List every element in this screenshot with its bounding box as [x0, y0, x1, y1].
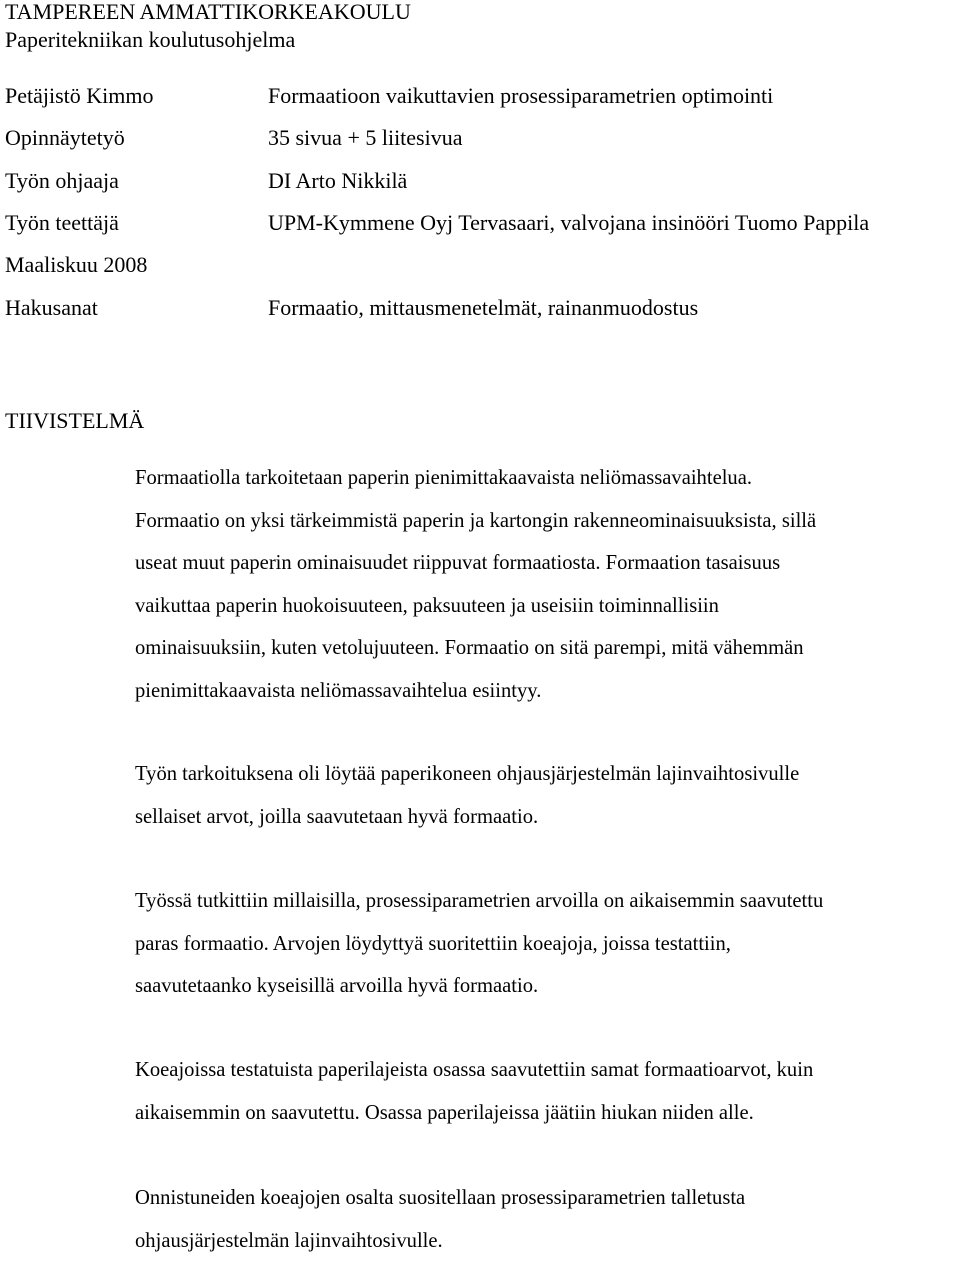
abstract-line: useat muut paperin ominaisuudet riippuvat formaatiosta. Formaation tasaisuus	[135, 542, 960, 585]
meta-label: Hakusanat	[5, 293, 98, 323]
abstract-line: Formaatio on yksi tärkeimmistä paperin ja kartongin rakenneominaisuuksista, sillä	[135, 500, 960, 543]
institution-name: TAMPEREEN AMMATTIKORKEAKOULU	[5, 0, 411, 25]
program-name: Paperitekniikan koulutusohjelma	[5, 27, 295, 53]
meta-row-thesis	[5, 123, 955, 153]
meta-value: Formaatio, mittausmenetelmät, rainanmuodostus	[268, 293, 698, 323]
abstract-paragraph	[135, 1177, 960, 1262]
abstract-line: paras formaatio. Arvojen löydyttyä suoritettiin koeajoja, joissa testattiin,	[135, 923, 960, 966]
meta-row-keywords	[5, 293, 955, 323]
meta-label: Maaliskuu 2008	[5, 250, 147, 280]
meta-value: Formaatioon vaikuttavien prosessiparametrien optimointi	[268, 81, 773, 111]
abstract-line: sellaiset arvot, joilla saavutetaan hyvä formaatio.	[135, 796, 960, 839]
abstract-paragraph	[135, 1049, 960, 1134]
abstract-line: ominaisuuksiin, kuten vetolujuuteen. Formaatio on sitä parempi, mitä vähemmän	[135, 627, 960, 670]
abstract-line: vaikuttaa paperin huokoisuuteen, paksuuteen ja useisiin toiminnallisiin	[135, 585, 960, 628]
abstract-line: saavutetaanko kyseisillä arvoilla hyvä formaatio.	[135, 965, 960, 1008]
meta-label: Työn teettäjä	[5, 208, 119, 238]
abstract-line: aikaisemmin on saavutettu. Osassa paperilajeissa jäätiin hiukan niiden alle.	[135, 1092, 960, 1135]
abstract-line: pienimittakaavaista neliömassavaihtelua esiintyy.	[135, 670, 960, 713]
abstract-line: Koeajoissa testatuista paperilajeista osassa saavutettiin samat formaatioarvot, kuin	[135, 1049, 960, 1092]
meta-value: 35 sivua + 5 liitesivua	[268, 123, 463, 153]
abstract-line: Formaatiolla tarkoitetaan paperin pienimittakaavaista neliömassavaihtelua.	[135, 457, 960, 500]
meta-label: Työn ohjaaja	[5, 166, 119, 196]
abstract-paragraph	[135, 753, 960, 838]
meta-row-commissioner	[5, 208, 955, 238]
meta-row-supervisor	[5, 166, 955, 196]
abstract-line: Työn tarkoituksena oli löytää paperikoneen ohjausjärjestelmän lajinvaihtosivulle	[135, 753, 960, 796]
meta-value: UPM-Kymmene Oyj Tervasaari, valvojana insinööri Tuomo Pappila	[268, 208, 869, 238]
abstract-line: Onnistuneiden koeajojen osalta suositellaan prosessiparametrien talletusta	[135, 1177, 960, 1220]
meta-row-date	[5, 250, 955, 280]
abstract-heading: TIIVISTELMÄ	[5, 406, 144, 436]
meta-value: DI Arto Nikkilä	[268, 166, 407, 196]
abstract-line: Työssä tutkittiin millaisilla, prosessiparametrien arvoilla on aikaisemmin saavutettu	[135, 880, 960, 923]
meta-label: Opinnäytetyö	[5, 123, 125, 153]
meta-row-author	[5, 81, 955, 111]
abstract-line: ohjausjärjestelmän lajinvaihtosivulle.	[135, 1220, 960, 1262]
abstract-paragraph	[135, 880, 960, 1008]
abstract-paragraph	[135, 457, 960, 712]
meta-label: Petäjistö Kimmo	[5, 81, 154, 111]
